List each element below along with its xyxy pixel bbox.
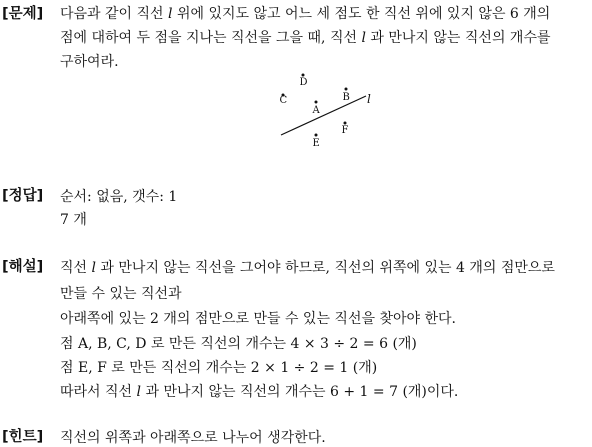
answer-line-2: 7 개 (60, 212, 87, 228)
problem-line-3-a: 구하여라. (60, 54, 119, 70)
point-e-dot (315, 134, 318, 137)
solution-line-2 (60, 283, 182, 303)
problem-line-2 (60, 27, 551, 47)
point-a-dot (315, 101, 318, 104)
solution-line-5 (60, 357, 377, 377)
line-l-var: l (168, 6, 173, 22)
solution-line-1 (60, 257, 555, 277)
point-b-dot (345, 88, 348, 91)
solution-line-5-a: 점 E, F 로 만든 직선의 개수는 2 × 1 ÷ 2 = 1 (개) (60, 360, 378, 376)
line-l-label: l (367, 92, 371, 106)
solution-line-3 (60, 308, 456, 328)
solution-line-4 (60, 333, 417, 353)
answer-label: [정답] (2, 188, 44, 204)
line-l (281, 96, 366, 135)
problem-line-1 (60, 3, 550, 23)
line-l-var: l (361, 30, 366, 46)
solution-line-1-b: 과 만나지 않는 직선을 그어야 하므로, 직선의 위쪽에 있는 4 개의 점만으로 (95, 260, 555, 276)
solution-line-1-a: 직선 (60, 260, 92, 276)
solution-line-3-a: 아래쪽에 있는 2 개의 점만으로 만들 수 있는 직선을 찾아야 한다. (60, 311, 456, 327)
point-d-label: D (299, 77, 308, 88)
point-c-label: C (279, 95, 288, 106)
hint-text: 직선의 위쪽과 아래쪽으로 나누어 생각한다. (60, 430, 326, 446)
answer-line-1: 순서: 없음, 갯수: 1 (60, 189, 178, 205)
problem-line-1-a: 다음과 같이 직선 (60, 6, 169, 22)
solution-line-2-a: 만들 수 있는 직선과 (60, 286, 182, 302)
solution-line-6 (60, 381, 458, 401)
point-e-label: E (312, 138, 320, 149)
points-line-figure (272, 72, 382, 152)
line-l-var: l (136, 384, 142, 400)
solution-label: [해설] (2, 259, 44, 275)
figure-svg (272, 72, 382, 152)
problem-label: [문제] (2, 6, 44, 22)
problem-line-2-b: 과 만나지 않는 직선의 개수를 (365, 30, 551, 46)
solution-line-6-b: 과 만나지 않는 직선의 개수는 6 + 1 = 7 (개)이다. (141, 384, 459, 400)
point-b-label: B (342, 92, 350, 103)
problem-line-2-a: 점에 대하여 두 점을 지나는 직선을 그을 때, 직선 (60, 30, 362, 46)
problem-line-1-b: 위에 있지도 않고 어느 세 점도 한 직선 위에 있지 않은 6 개의 (172, 6, 551, 22)
solution-line-6-a: 따라서 직선 (60, 384, 137, 400)
solution-line-4-a: 점 A, B, C, D 로 만든 직선의 개수는 4 × 3 ÷ 2 = 6 (개) (60, 336, 417, 352)
point-a-label: A (312, 105, 320, 116)
problem-line-3 (60, 51, 119, 71)
hint-label: [힌트] (2, 429, 44, 445)
line-l-var: l (91, 260, 96, 276)
point-f-label: F (341, 125, 349, 136)
